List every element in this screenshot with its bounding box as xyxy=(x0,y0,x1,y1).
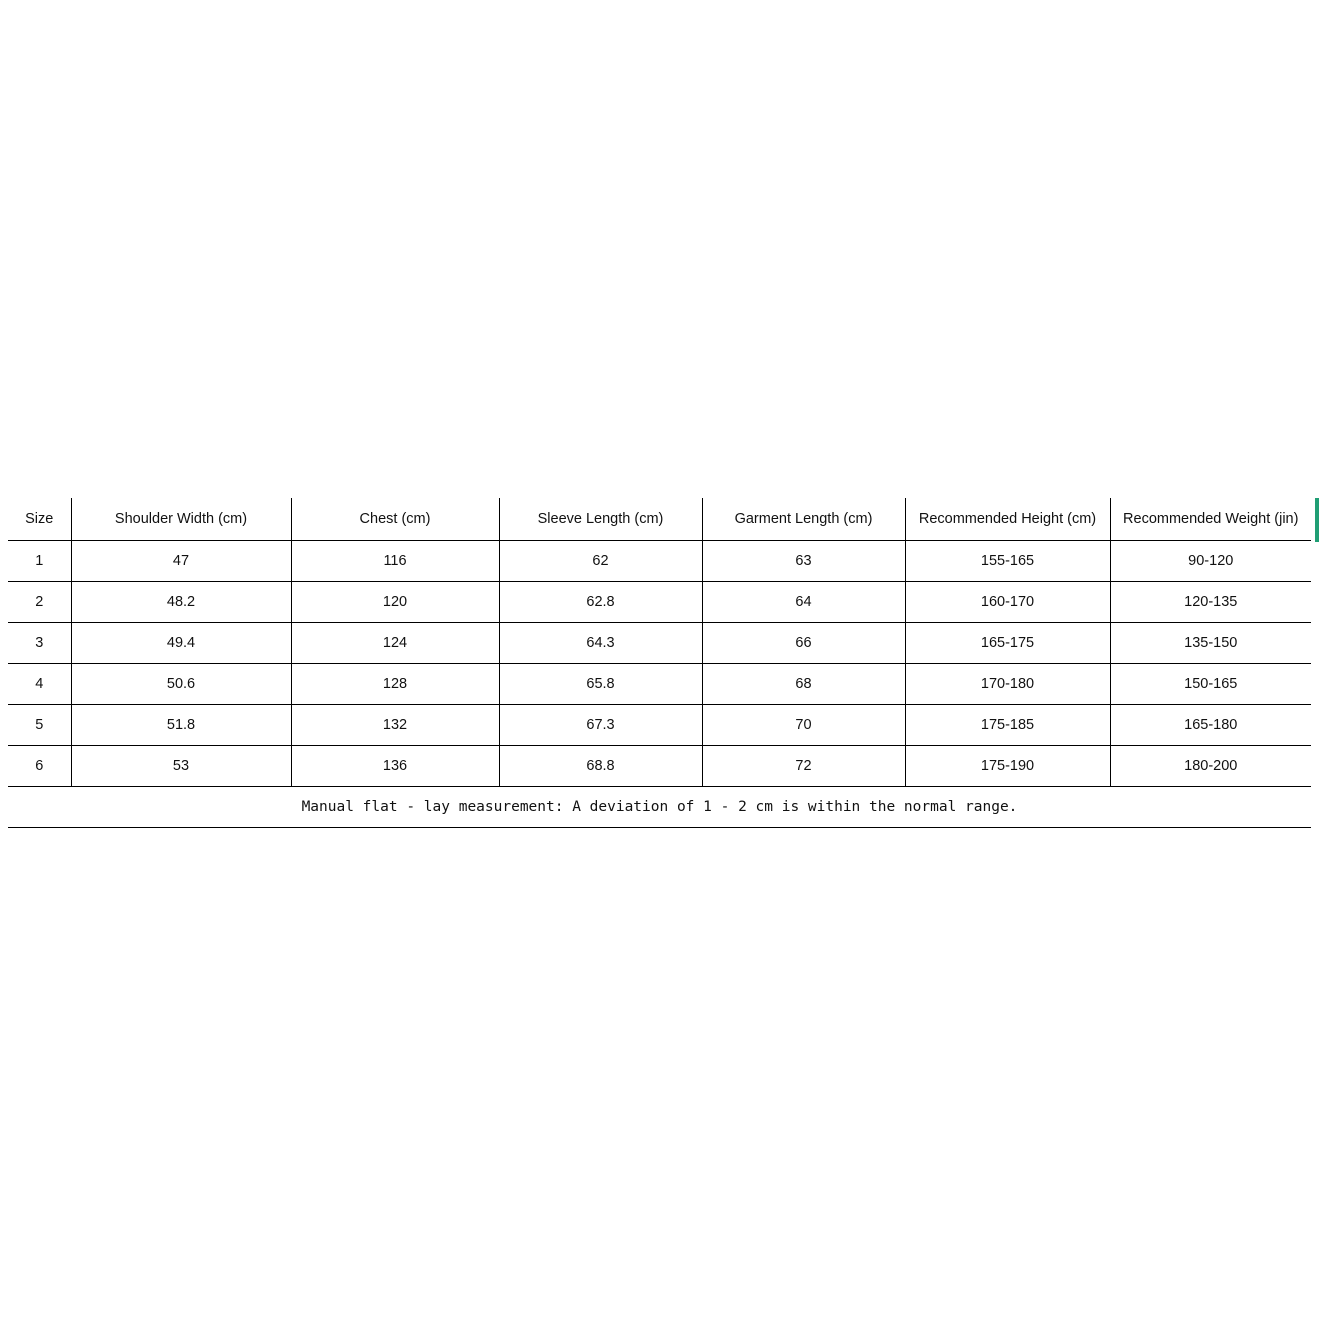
cell-size: 5 xyxy=(8,705,71,746)
cell-shoulder-width: 50.6 xyxy=(71,664,291,705)
cell-recommended-height: 175-190 xyxy=(905,746,1110,787)
cell-chest: 116 xyxy=(291,541,499,582)
cell-size: 6 xyxy=(8,746,71,787)
cell-chest: 124 xyxy=(291,623,499,664)
cell-garment-length: 72 xyxy=(702,746,905,787)
cell-sleeve-length: 68.8 xyxy=(499,746,702,787)
cell-recommended-weight: 135-150 xyxy=(1110,623,1311,664)
column-header-recommended-weight: Recommended Weight (jin) xyxy=(1110,498,1311,541)
cell-shoulder-width: 47 xyxy=(71,541,291,582)
table-header xyxy=(8,498,1311,541)
table-row xyxy=(8,582,1311,623)
size-table xyxy=(8,498,1311,828)
table-row xyxy=(8,664,1311,705)
cell-garment-length: 66 xyxy=(702,623,905,664)
column-header-size: Size xyxy=(8,498,71,541)
cell-recommended-weight: 90-120 xyxy=(1110,541,1311,582)
cell-shoulder-width: 53 xyxy=(71,746,291,787)
cell-sleeve-length: 64.3 xyxy=(499,623,702,664)
cell-sleeve-length: 62.8 xyxy=(499,582,702,623)
table-row xyxy=(8,623,1311,664)
table-header-row xyxy=(8,498,1311,541)
cell-shoulder-width: 51.8 xyxy=(71,705,291,746)
accent-marker xyxy=(1315,498,1319,542)
cell-size: 1 xyxy=(8,541,71,582)
cell-sleeve-length: 62 xyxy=(499,541,702,582)
cell-size: 3 xyxy=(8,623,71,664)
table-row xyxy=(8,541,1311,582)
column-header-recommended-height: Recommended Height (cm) xyxy=(905,498,1110,541)
table-body xyxy=(8,541,1311,828)
cell-chest: 132 xyxy=(291,705,499,746)
cell-garment-length: 64 xyxy=(702,582,905,623)
cell-garment-length: 68 xyxy=(702,664,905,705)
cell-shoulder-width: 49.4 xyxy=(71,623,291,664)
column-header-garment-length: Garment Length (cm) xyxy=(702,498,905,541)
cell-sleeve-length: 67.3 xyxy=(499,705,702,746)
cell-garment-length: 70 xyxy=(702,705,905,746)
column-header-chest: Chest (cm) xyxy=(291,498,499,541)
cell-recommended-height: 175-185 xyxy=(905,705,1110,746)
cell-shoulder-width: 48.2 xyxy=(71,582,291,623)
table-row xyxy=(8,705,1311,746)
cell-chest: 136 xyxy=(291,746,499,787)
cell-recommended-weight: 165-180 xyxy=(1110,705,1311,746)
cell-recommended-height: 160-170 xyxy=(905,582,1110,623)
cell-size: 4 xyxy=(8,664,71,705)
cell-garment-length: 63 xyxy=(702,541,905,582)
size-table-container xyxy=(8,498,1311,828)
cell-chest: 128 xyxy=(291,664,499,705)
cell-recommended-weight: 150-165 xyxy=(1110,664,1311,705)
cell-sleeve-length: 65.8 xyxy=(499,664,702,705)
cell-recommended-weight: 180-200 xyxy=(1110,746,1311,787)
column-header-shoulder-width: Shoulder Width (cm) xyxy=(71,498,291,541)
column-header-sleeve-length: Sleeve Length (cm) xyxy=(499,498,702,541)
cell-size: 2 xyxy=(8,582,71,623)
measurement-note-row xyxy=(8,787,1311,828)
cell-chest: 120 xyxy=(291,582,499,623)
table-row xyxy=(8,746,1311,787)
cell-recommended-weight: 120-135 xyxy=(1110,582,1311,623)
cell-recommended-height: 170-180 xyxy=(905,664,1110,705)
cell-recommended-height: 165-175 xyxy=(905,623,1110,664)
cell-recommended-height: 155-165 xyxy=(905,541,1110,582)
measurement-note: Manual flat - lay measurement: A deviation of 1 - 2 cm is within the normal range. xyxy=(8,787,1311,828)
